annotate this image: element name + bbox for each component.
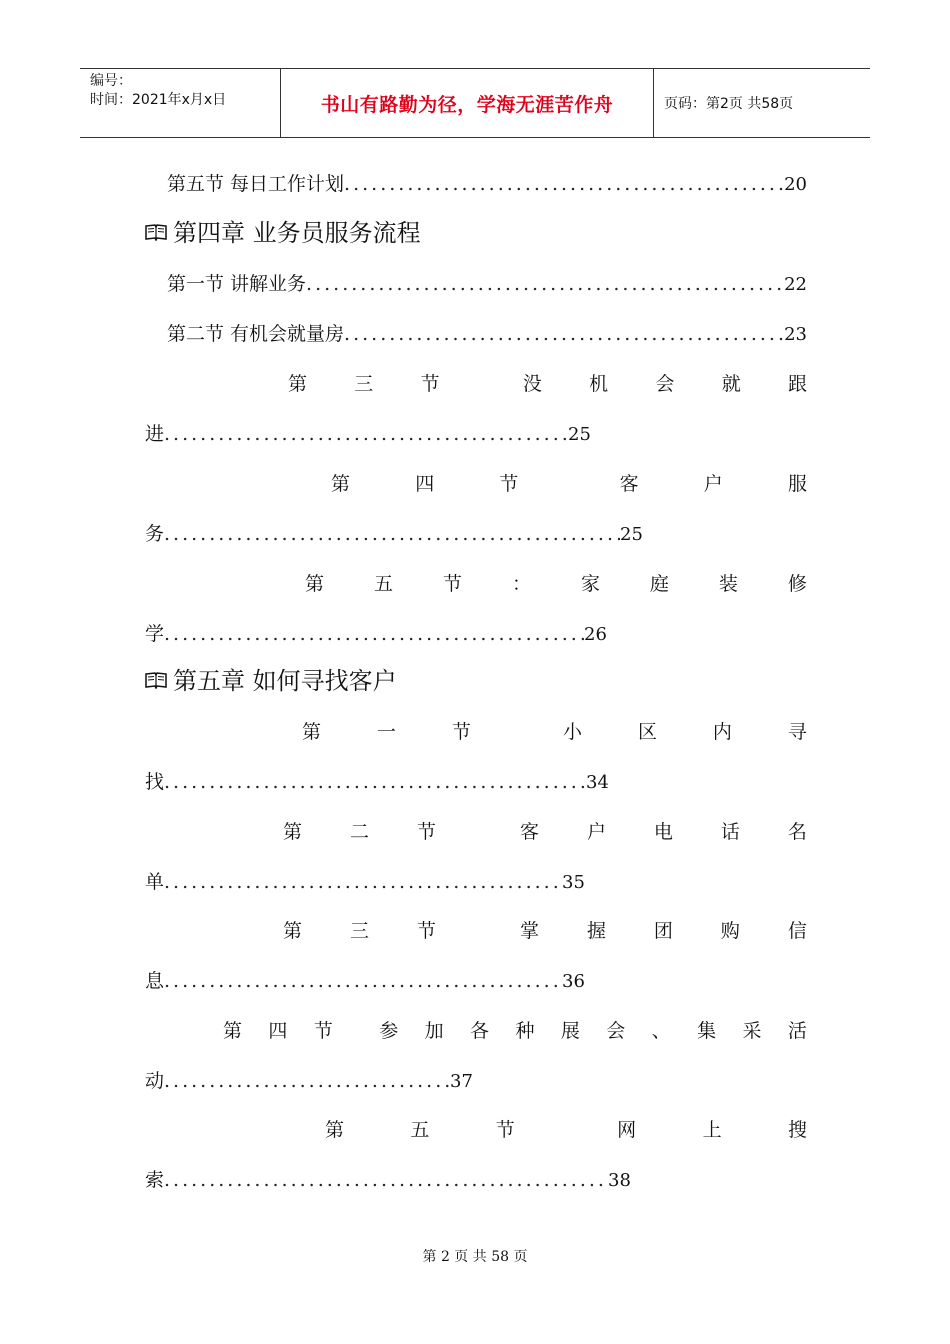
toc-entry-title: 第二节 有机会就量房 <box>167 323 345 345</box>
toc-char: 名 <box>787 821 807 843</box>
toc-char: 、 <box>651 1020 671 1042</box>
toc-char: 各 <box>470 1020 490 1042</box>
toc-entry-c5s3-cont[interactable] <box>145 965 807 997</box>
toc-char: 家 <box>580 573 600 595</box>
toc-entry-title: 第一节 讲解业务 <box>167 273 307 295</box>
toc-char: 购 <box>720 920 740 942</box>
toc-char: 话 <box>720 821 740 843</box>
toc-char: 第 <box>283 920 303 942</box>
toc-entry-c4s5-cont[interactable] <box>145 618 807 650</box>
toc-char: 节 <box>451 721 471 743</box>
toc-continuation-char: 息 <box>145 970 165 992</box>
toc-continuation-char: 务 <box>145 523 165 545</box>
toc-char: 五 <box>410 1119 430 1141</box>
toc-leader-dots <box>344 168 784 200</box>
toc-entry-c5s1[interactable] <box>145 716 807 748</box>
toc-leader-dots <box>306 268 784 300</box>
toc-char: 集 <box>697 1020 717 1042</box>
toc-entry-title: 第五节 每日工作计划 <box>167 173 345 195</box>
toc-char: 内 <box>712 721 732 743</box>
toc-entry-c5s4-cont[interactable] <box>145 1065 807 1097</box>
toc-entry-c5s2[interactable] <box>145 816 807 848</box>
toc-char: 三 <box>354 373 374 395</box>
toc-leader-dots <box>344 318 784 350</box>
toc-char: 加 <box>424 1020 444 1042</box>
toc-entry-c4s3[interactable] <box>145 368 807 400</box>
toc-char: 节 <box>442 573 462 595</box>
toc-char: 区 <box>637 721 657 743</box>
toc-entry-c4s4[interactable] <box>145 468 807 500</box>
toc-char: 电 <box>653 821 673 843</box>
toc-chapter-4[interactable] <box>145 216 807 250</box>
toc-char: 第 <box>325 1119 345 1141</box>
header-motto-cell <box>280 69 654 137</box>
toc-char: ： <box>511 573 531 595</box>
toc-char: 节 <box>416 920 436 942</box>
toc-leader-dots <box>164 1065 450 1097</box>
toc-char: 会 <box>655 373 675 395</box>
chapter-title: 第五章 如何寻找客户 <box>173 667 397 695</box>
toc-char: 节 <box>420 373 440 395</box>
toc-page-number: 34 <box>586 772 609 793</box>
chapter-title: 第四章 业务员服务流程 <box>173 219 421 247</box>
toc-char: 二 <box>349 821 369 843</box>
toc-char: 采 <box>742 1020 762 1042</box>
toc-char: 装 <box>718 573 738 595</box>
toc-char: 小 <box>562 721 582 743</box>
toc-char: 就 <box>721 373 741 395</box>
toc-char: 第 <box>305 573 325 595</box>
book-icon <box>145 664 167 698</box>
toc-char: 第 <box>302 721 322 743</box>
toc-char: 庭 <box>649 573 669 595</box>
toc-char: 三 <box>349 920 369 942</box>
toc-leader-dots <box>164 766 586 798</box>
toc-entry-c3s5[interactable] <box>145 168 807 200</box>
toc-entry-c5s5-cont[interactable] <box>145 1164 807 1196</box>
toc-entry-c4s5[interactable] <box>145 568 807 600</box>
toc-char: 展 <box>560 1020 580 1042</box>
toc-leader-dots <box>164 866 562 898</box>
toc-char: 掌 <box>519 920 539 942</box>
toc-page-number: 25 <box>620 524 643 545</box>
toc-page-number: 37 <box>450 1071 473 1092</box>
header-meta <box>80 69 280 137</box>
toc-char: 第 <box>283 821 303 843</box>
toc-char: 四 <box>268 1020 288 1042</box>
toc-char: 网 <box>617 1119 637 1141</box>
toc-page-number: 26 <box>584 624 607 645</box>
toc-leader-dots <box>164 965 562 997</box>
toc-entry-c4s1[interactable] <box>145 268 807 300</box>
toc-page-number: 23 <box>784 324 807 345</box>
toc-leader-dots <box>164 418 568 450</box>
toc-entry-c5s5[interactable] <box>145 1114 807 1146</box>
toc-page-number: 22 <box>784 274 807 295</box>
toc-entry-c5s1-cont[interactable] <box>145 766 807 798</box>
toc-entry-c5s4[interactable] <box>145 1015 807 1047</box>
toc-char: 寻 <box>787 721 807 743</box>
toc-char: 四 <box>415 473 435 495</box>
toc-char: 节 <box>416 821 436 843</box>
document-number-label: 编号： <box>90 73 132 89</box>
header-motto: 书山有路勤为径，学海无涯苦作舟 <box>320 93 614 116</box>
book-icon <box>145 216 167 250</box>
toc-leader-dots <box>164 1164 608 1196</box>
toc-entry-c4s4-cont[interactable] <box>145 518 807 550</box>
toc-char: 种 <box>515 1020 535 1042</box>
header-page-info: 页码：第2页 共58页 <box>664 96 794 112</box>
toc-char: 跟 <box>787 373 807 395</box>
toc-page-number: 20 <box>784 174 807 195</box>
toc-char: 客 <box>619 473 639 495</box>
toc-char: 参 <box>379 1020 399 1042</box>
toc-char: 第 <box>288 373 308 395</box>
toc-char: 一 <box>376 721 396 743</box>
toc-continuation-char: 单 <box>145 871 165 893</box>
document-time-label: 时间：2021年x月x日 <box>90 92 227 108</box>
toc-char: 第 <box>223 1020 243 1042</box>
toc-char: 户 <box>703 473 723 495</box>
toc-continuation-char: 索 <box>145 1169 165 1191</box>
toc-continuation-char: 动 <box>145 1070 165 1092</box>
toc-char: 握 <box>586 920 606 942</box>
toc-char: 团 <box>653 920 673 942</box>
toc-char: 五 <box>373 573 393 595</box>
toc-char: 修 <box>787 573 807 595</box>
toc-char: 服 <box>787 473 807 495</box>
page-footer: 第 2 页 共 58 页 <box>422 1249 528 1265</box>
toc-continuation-char: 进 <box>145 423 165 445</box>
toc-continuation-char: 学 <box>145 623 165 645</box>
toc-char: 活 <box>787 1020 807 1042</box>
toc-entry-c4s2[interactable] <box>145 318 807 350</box>
toc-entry-c5s3[interactable] <box>145 915 807 947</box>
toc-char: 没 <box>522 373 542 395</box>
toc-char: 户 <box>586 821 606 843</box>
toc-leader-dots <box>164 618 584 650</box>
toc-char: 第 <box>331 473 351 495</box>
toc-char: 节 <box>499 473 519 495</box>
page-header <box>80 68 870 138</box>
toc-char: 节 <box>495 1119 515 1141</box>
toc-entry-c4s3-cont[interactable] <box>145 418 807 450</box>
toc-page-number: 25 <box>568 424 591 445</box>
toc-char: 会 <box>606 1020 626 1042</box>
toc-entry-c5s2-cont[interactable] <box>145 866 807 898</box>
toc-leader-dots <box>164 518 620 550</box>
toc-page-number: 38 <box>608 1170 631 1191</box>
toc-chapter-5[interactable] <box>145 664 807 698</box>
toc-char: 客 <box>519 821 539 843</box>
toc-continuation-char: 找 <box>145 771 165 793</box>
toc-char: 节 <box>313 1020 333 1042</box>
toc-page-number: 36 <box>562 971 585 992</box>
toc-char: 机 <box>589 373 609 395</box>
toc-char: 信 <box>787 920 807 942</box>
toc-char: 搜 <box>787 1119 807 1141</box>
toc-page-number: 35 <box>562 872 585 893</box>
toc-char: 上 <box>702 1119 722 1141</box>
